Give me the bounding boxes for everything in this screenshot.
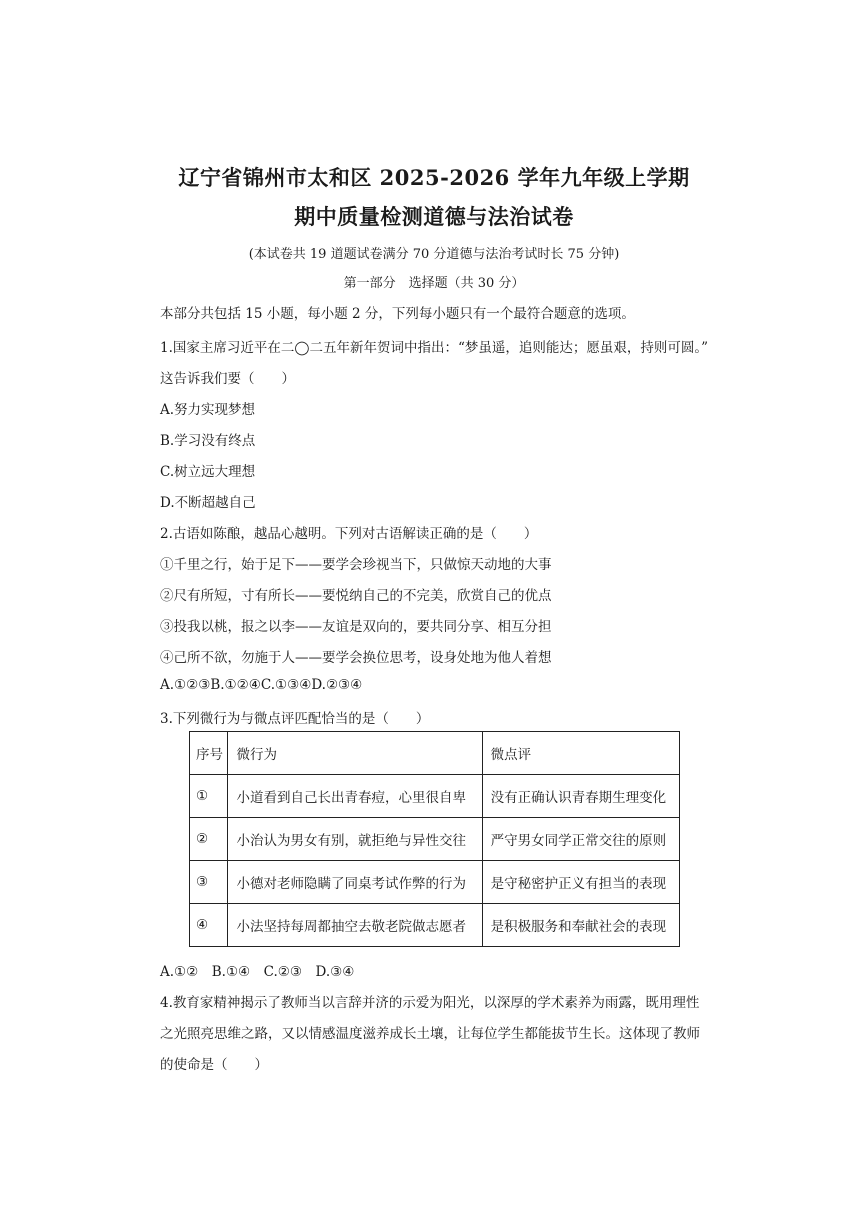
- instructions: 本部分共包括 15 小题，每小题 2 分，下列每小题只有一个最符合题意的选项。: [160, 306, 635, 322]
- table-cell: 小治认为男女有别，就拒绝与异性交往: [228, 818, 482, 861]
- q3-stem: 3.下列微行为与微点评匹配恰当的是（ ）: [160, 711, 430, 727]
- q2-statement-3: ③投我以桃，报之以李——友谊是双向的，要共同分享、相互分担: [160, 619, 552, 635]
- q1-stem-line1: 1.国家主席习近平在二◯二五年新年贺词中指出：“梦虽遥，追则能达；愿虽艰，持则可圆。”: [160, 340, 709, 356]
- part-heading: 第一部分 选择题（共 30 分）: [343, 276, 525, 291]
- q4-stem-line2: 之光照亮思维之路，又以情感温度滋养成长土壤，让每位学生都能拔节生长。这体现了教师: [160, 1026, 700, 1042]
- table-cell: ③: [190, 861, 228, 904]
- q4-stem-line1: 4.教育家精神揭示了教师当以言辞并济的示爱为阳光，以深厚的学术素养为雨露，既用理性: [160, 995, 700, 1011]
- q2-statement-4: ④己所不欲，勿施于人——要学会换位思考，设身处地为他人着想: [160, 650, 552, 666]
- table-row: [190, 818, 680, 861]
- table-row: [190, 775, 680, 818]
- table-header-row: [190, 732, 680, 775]
- q1-option-c: C.树立远大理想: [160, 464, 256, 480]
- q1-stem-line2: 这告诉我们要（ ）: [160, 371, 295, 387]
- table-cell: 严守男女同学正常交往的原则: [482, 818, 679, 861]
- q4-stem-line3: 的使命是（ ）: [160, 1057, 268, 1073]
- table-cell: ④: [190, 904, 228, 947]
- q3-table: [189, 731, 680, 947]
- table-cell: 是积极服务和奉献社会的表现: [482, 904, 679, 947]
- table-cell: 是守秘密护正义有担当的表现: [482, 861, 679, 904]
- exam-title-line2: 期中质量检测道德与法治试卷: [294, 204, 574, 229]
- table-row: [190, 904, 680, 947]
- q3-options: A.①② B.①④ C.②③ D.③④: [160, 964, 355, 980]
- table-cell: ①: [190, 775, 228, 818]
- table-row: [190, 861, 680, 904]
- table-header-cell: 序号: [190, 732, 228, 775]
- table-header-cell: 微行为: [228, 732, 482, 775]
- table-header-cell: 微点评: [482, 732, 679, 775]
- table-cell: ②: [190, 818, 228, 861]
- table-cell: 没有正确认识青春期生理变化: [482, 775, 679, 818]
- table-cell: 小法坚持每周都抽空去敬老院做志愿者: [228, 904, 482, 947]
- exam-title-line1: 辽宁省锦州市太和区 2025-2026 学年九年级上学期: [178, 165, 690, 190]
- exam-subtitle: (本试卷共 19 道题试卷满分 70 分道德与法治考试时长 75 分钟): [248, 247, 620, 262]
- q2-statement-1: ①千里之行，始于足下——要学会珍视当下，只做惊天动地的大事: [160, 557, 552, 573]
- q2-stem: 2.古语如陈酿，越品心越明。下列对古语解读正确的是（ ）: [160, 526, 538, 542]
- q1-option-a: A.努力实现梦想: [160, 402, 256, 418]
- table-cell: 小道看到自己长出青春痘，心里很自卑: [228, 775, 482, 818]
- q1-option-b: B.学习没有终点: [160, 433, 256, 449]
- q2-statement-2: ②尺有所短，寸有所长——要悦纳自己的不完美，欣赏自己的优点: [160, 588, 552, 604]
- q2-options: A.①②③B.①②④C.①③④D.②③④: [160, 677, 363, 693]
- table-cell: 小德对老师隐瞒了同桌考试作弊的行为: [228, 861, 482, 904]
- q1-option-d: D.不断超越自己: [160, 495, 256, 511]
